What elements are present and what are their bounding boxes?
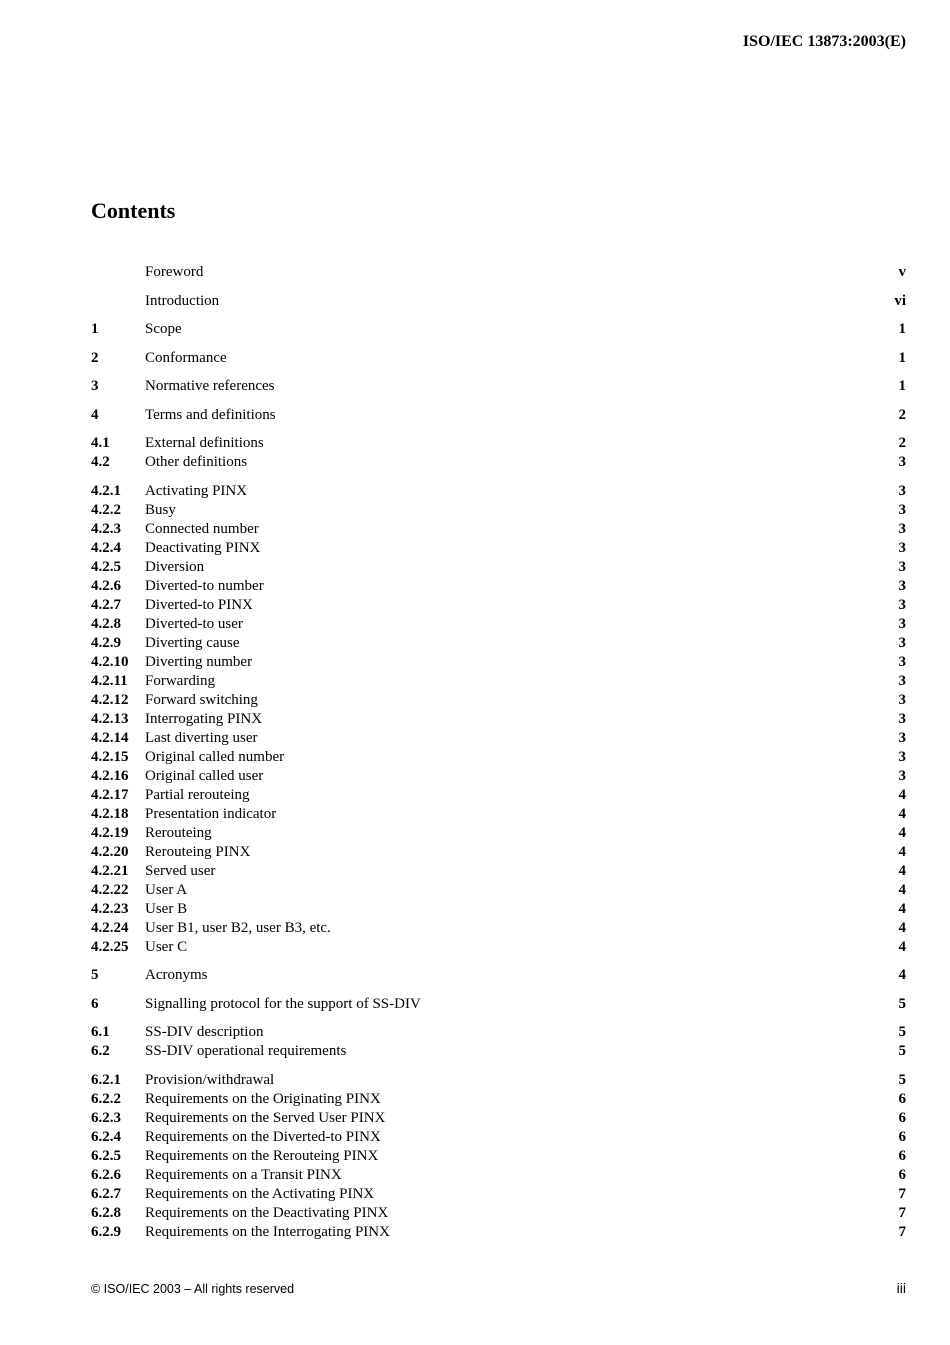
toc-entry-number: 4 (91, 406, 99, 423)
toc-entry[interactable] (91, 577, 906, 596)
toc-entry-page: 5 (898, 995, 906, 1012)
toc-entry-title: Diverted-to number (145, 577, 264, 594)
toc-entry[interactable] (91, 881, 906, 900)
toc-entry-number: 4.2.11 (91, 672, 128, 689)
toc-entry-number: 4.2.5 (91, 558, 121, 575)
toc-entry-number: 6.2.8 (91, 1204, 121, 1221)
toc-entry-title: User A (145, 881, 188, 898)
toc-entry-title: Conformance (145, 349, 227, 366)
toc-entry-title: Signalling protocol for the support of SS-DIV (145, 995, 421, 1012)
toc-entry-title: Deactivating PINX (145, 539, 261, 556)
toc-entry-title: Presentation indicator (145, 805, 277, 822)
toc-entry-title: Partial rerouteing (145, 786, 250, 803)
toc-entry-page: 4 (898, 967, 906, 983)
toc-entry-title: Terms and definitions (145, 406, 276, 423)
toc-entry[interactable] (91, 596, 906, 615)
toc-entry[interactable] (91, 1128, 906, 1147)
toc-entry-title: User B1, user B2, user B3, etc. (145, 919, 331, 936)
toc-entry[interactable] (91, 501, 906, 520)
toc-entry[interactable] (91, 995, 906, 1014)
toc-entry-page: 4 (898, 938, 906, 955)
toc-entry-page: 3 (898, 634, 906, 651)
toc-entry-page: 4 (898, 786, 906, 803)
toc-entry-number: 4.1 (91, 435, 110, 451)
toc-entry-page: 3 (898, 691, 906, 708)
toc-entry-page: 6 (898, 1166, 906, 1183)
toc-entry-title: Requirements on the Deactivating PINX (145, 1204, 389, 1221)
toc-entry-page: 6 (898, 1147, 906, 1164)
toc-entry-page: 3 (898, 767, 906, 784)
toc-entry-title: Acronyms (145, 967, 208, 983)
toc-entry-number: 4.2.18 (91, 805, 129, 822)
toc-entry-page: 5 (898, 1071, 906, 1088)
toc-entry[interactable] (91, 966, 906, 985)
page-title: Contents (91, 198, 176, 223)
toc-entry-number: 6.2.3 (91, 1109, 121, 1126)
toc-entry[interactable] (91, 805, 906, 824)
toc-entry[interactable] (91, 691, 906, 710)
toc-entry-number: 4.2.23 (91, 900, 129, 917)
toc-entry[interactable] (91, 1109, 906, 1128)
toc-entry-number: 5 (91, 967, 99, 983)
toc-entry-number: 4.2.21 (91, 862, 129, 879)
toc-entry-title: Scope (145, 321, 182, 337)
toc-entry-page: v (898, 264, 906, 280)
toc-entry-number: 4.2.9 (91, 634, 121, 651)
toc-entry[interactable] (91, 1023, 906, 1042)
toc-entry-page: 3 (898, 558, 906, 575)
toc-entry-page: 4 (898, 824, 906, 841)
toc-entry-number: 3 (91, 378, 99, 394)
toc-entry[interactable] (91, 349, 906, 368)
toc-entry-title: Requirements on the Rerouteing PINX (145, 1147, 379, 1164)
document-id-header: ISO/IEC 13873:2003(E) (742, 33, 906, 50)
toc-entry[interactable] (91, 862, 906, 881)
toc-entry-page: 1 (898, 378, 906, 394)
toc-entry-number: 4.2.8 (91, 615, 121, 632)
toc-entry-number: 4.2 (91, 454, 110, 470)
toc-entry[interactable] (91, 938, 906, 957)
toc-entry-title: SS-DIV operational requirements (145, 1043, 347, 1059)
toc-entry-title: Diverted-to user (145, 615, 243, 632)
toc-entry-page: 5 (898, 1024, 906, 1040)
toc-entry-number: 6 (91, 995, 99, 1012)
toc-entry-page: 1 (898, 321, 906, 337)
toc-entry-title: Provision/withdrawal (145, 1071, 275, 1088)
toc-entry-number: 6.2.2 (91, 1090, 121, 1107)
toc-entry[interactable] (91, 320, 906, 339)
toc-entry-title: Requirements on the Activating PINX (145, 1185, 375, 1202)
toc-entry-number: 4.2.10 (91, 653, 129, 670)
toc-entry-title: Diversion (145, 558, 205, 575)
toc-entry-page: 1 (898, 349, 906, 366)
toc-entry-number: 4.2.4 (91, 539, 121, 556)
toc-entry-title: Forwarding (145, 672, 215, 689)
toc-entry-title: External definitions (145, 435, 264, 451)
toc-entry-number: 4.2.1 (91, 482, 121, 499)
toc-entry-page: 3 (898, 520, 906, 537)
toc-entry[interactable] (91, 615, 906, 634)
toc-entry-page: 3 (898, 539, 906, 556)
toc-entry-page: 3 (898, 729, 906, 746)
toc-entry-title: Introduction (145, 292, 220, 309)
toc-entry-page: 3 (898, 653, 906, 670)
toc-entry-page: 6 (898, 1109, 906, 1126)
toc-entry[interactable] (91, 824, 906, 843)
toc-entry[interactable] (91, 1147, 906, 1166)
page-number: iii (896, 1280, 906, 1296)
toc-entry-number: 4.2.14 (91, 729, 129, 746)
toc-entry-title: Busy (145, 501, 176, 518)
toc-entry[interactable] (91, 786, 906, 805)
toc-entry-title: Requirements on the Served User PINX (145, 1109, 386, 1126)
toc-entry-title: Rerouteing PINX (145, 843, 251, 860)
toc-entry[interactable] (91, 292, 906, 311)
toc-entry[interactable] (91, 377, 906, 396)
toc-entry[interactable] (91, 729, 906, 748)
toc-entry-page: vi (894, 292, 906, 309)
toc-entry-number: 4.2.2 (91, 501, 121, 518)
toc-entry-title: Original called number (145, 748, 285, 765)
toc-entry-page: 7 (898, 1223, 906, 1240)
toc-entry[interactable] (91, 482, 906, 501)
toc-entry[interactable] (91, 263, 906, 282)
toc-entry[interactable] (91, 843, 906, 862)
toc-entry-page: 3 (898, 710, 906, 727)
toc-entry[interactable] (91, 900, 906, 919)
toc-entry-title: Diverted-to PINX (145, 596, 253, 613)
toc-entry-number: 4.2.24 (91, 919, 129, 936)
toc-entry[interactable] (91, 520, 906, 539)
toc-entry-number: 6.2.7 (91, 1185, 121, 1202)
toc-entry[interactable] (91, 1185, 906, 1204)
toc-entry[interactable] (91, 919, 906, 938)
toc-entry-number: 4.2.7 (91, 596, 121, 613)
toc-entry-page: 4 (898, 805, 906, 822)
toc-entry-page: 3 (898, 596, 906, 613)
toc-entry-number: 4.2.15 (91, 748, 129, 765)
toc-entry-title: Served user (145, 862, 216, 879)
toc-entry-number: 4.2.6 (91, 577, 121, 594)
toc-entry-title: User B (145, 900, 188, 917)
toc-entry-page: 5 (898, 1043, 906, 1059)
toc-entry-title: Last diverting user (145, 729, 258, 746)
toc-entry-number: 4.2.13 (91, 710, 129, 727)
toc-entry-page: 2 (898, 435, 906, 451)
toc-entry-page: 3 (898, 748, 906, 765)
toc-entry-title: User C (145, 938, 188, 955)
toc-entry-title: Interrogating PINX (145, 710, 263, 727)
toc-entry-page: 4 (898, 919, 906, 936)
toc-entry-title: Normative references (145, 378, 275, 394)
toc-entry-number: 6.2.5 (91, 1147, 121, 1164)
toc-entry-number: 4.2.16 (91, 767, 129, 784)
toc-entry-number: 4.2.17 (91, 786, 129, 803)
toc-entry-title: Diverting cause (145, 634, 240, 651)
toc-entry[interactable] (91, 634, 906, 653)
toc-entry-number: 4.2.3 (91, 520, 121, 537)
toc-entry-number: 6.2.6 (91, 1166, 121, 1183)
toc-entry[interactable] (91, 453, 906, 472)
toc-entry-page: 6 (898, 1128, 906, 1145)
toc-entry-title: Requirements on the Interrogating PINX (145, 1223, 390, 1240)
toc-entry-page: 4 (898, 900, 906, 917)
toc-entry-title: Activating PINX (145, 482, 248, 499)
toc-entry-title: Diverting number (145, 653, 253, 670)
toc-entry-page: 4 (898, 881, 906, 898)
toc-entry[interactable] (91, 653, 906, 672)
toc-entry-page: 2 (898, 406, 906, 423)
copyright-footer: © ISO/IEC 2003 – All rights reserved (91, 1282, 295, 1296)
toc-entry[interactable] (91, 558, 906, 577)
toc-entry[interactable] (91, 1090, 906, 1109)
toc-entry-number: 6.2.4 (91, 1128, 121, 1145)
toc-entry-page: 4 (898, 843, 906, 860)
toc-entry-title: Foreword (145, 264, 204, 280)
toc-entry-title: Connected number (145, 520, 259, 537)
toc-entry-page: 6 (898, 1090, 906, 1107)
toc-entry-title: Requirements on the Diverted-to PINX (145, 1128, 381, 1145)
toc-entry-page: 7 (898, 1185, 906, 1202)
toc-entry[interactable] (91, 406, 906, 425)
toc-entry-page: 3 (898, 672, 906, 689)
toc-entry[interactable] (91, 710, 906, 729)
toc-entry-number: 6.2 (91, 1043, 110, 1059)
table-of-contents (91, 263, 906, 1242)
toc-entry-number: 4.2.19 (91, 824, 129, 841)
toc-entry-page: 3 (898, 454, 906, 470)
toc-entry[interactable] (91, 1204, 906, 1223)
toc-entry-title: Requirements on a Transit PINX (145, 1166, 342, 1183)
toc-entry[interactable] (91, 1166, 906, 1185)
toc-entry[interactable] (91, 539, 906, 558)
toc-entry[interactable] (91, 434, 906, 453)
toc-entry[interactable] (91, 767, 906, 786)
toc-entry-title: Original called user (145, 767, 264, 784)
toc-entry-number: 4.2.22 (91, 881, 129, 898)
toc-entry-page: 3 (898, 501, 906, 518)
toc-entry-page: 3 (898, 577, 906, 594)
toc-entry-title: Requirements on the Originating PINX (145, 1090, 381, 1107)
toc-entry-title: Forward switching (145, 691, 258, 708)
toc-entry[interactable] (91, 1042, 906, 1061)
toc-entry-page: 4 (898, 862, 906, 879)
toc-entry-number: 1 (91, 321, 99, 337)
toc-entry-number: 6.2.1 (91, 1071, 121, 1088)
toc-entry-number: 6.2.9 (91, 1223, 121, 1240)
toc-entry-number: 2 (91, 349, 99, 366)
toc-entry[interactable] (91, 1071, 906, 1090)
toc-entry-number: 4.2.20 (91, 843, 129, 860)
toc-entry-number: 4.2.25 (91, 938, 129, 955)
toc-entry-page: 7 (898, 1204, 906, 1221)
toc-entry-title: Other definitions (145, 454, 248, 470)
toc-entry-title: Rerouteing (145, 824, 212, 841)
toc-entry[interactable] (91, 672, 906, 691)
toc-entry-title: SS-DIV description (145, 1024, 264, 1040)
toc-entry[interactable] (91, 748, 906, 767)
toc-entry[interactable] (91, 1223, 906, 1242)
toc-entry-page: 3 (898, 482, 906, 499)
toc-entry-page: 3 (898, 615, 906, 632)
toc-entry-number: 4.2.12 (91, 691, 129, 708)
toc-entry-number: 6.1 (91, 1024, 110, 1040)
